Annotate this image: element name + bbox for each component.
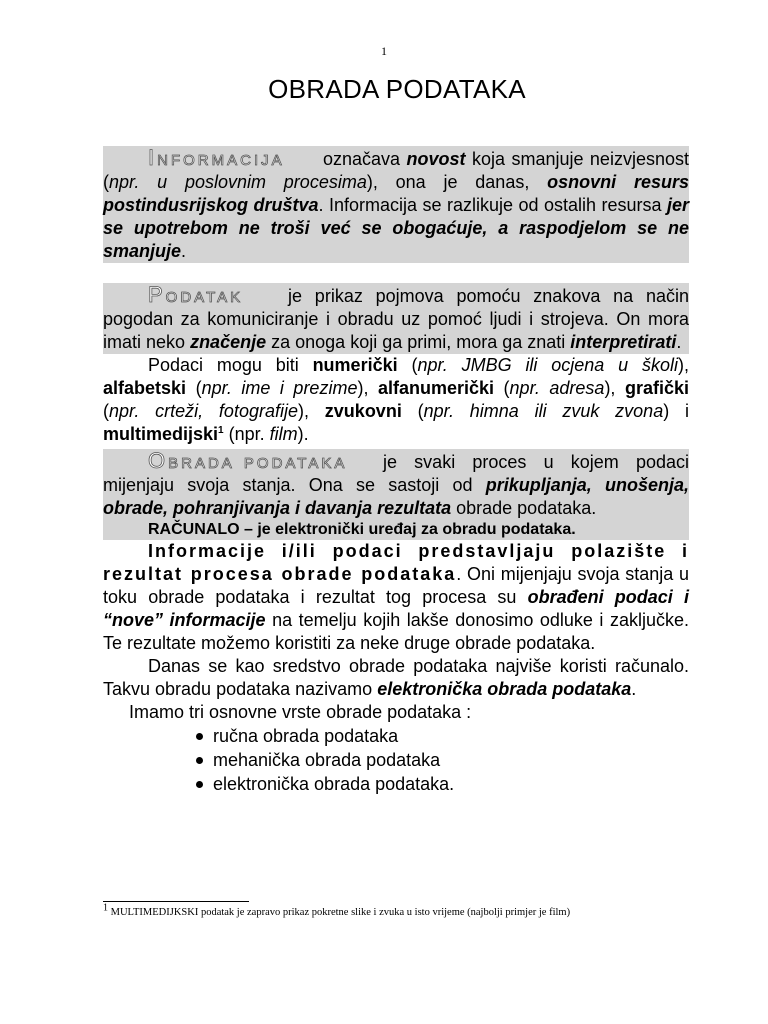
example: npr. u poslovnim procesima <box>109 172 367 192</box>
shaded-block-obrada <box>103 449 689 540</box>
text: ), <box>298 401 309 421</box>
emphasis: interpretirati <box>570 332 677 352</box>
document-body <box>103 146 689 796</box>
footnote-separator <box>103 901 249 902</box>
text: . Informacija se razlikuje od ostalih resursa <box>318 195 662 215</box>
example: npr. himna ili zvuk zvona <box>423 401 664 421</box>
text: ( <box>411 355 418 375</box>
paragraph-informacija <box>103 146 689 263</box>
text: ( <box>417 401 424 421</box>
text: (npr. <box>228 424 265 444</box>
text: je prikaz pojmova pomoću znakova na način pogodan za komuniciranje i obradu uz pomoć ljudi i strojeva. On mora imati neko <box>103 286 689 352</box>
list-item <box>103 748 689 772</box>
example: npr. adresa <box>509 378 605 398</box>
list-item-text: ručna obrada podataka <box>213 726 399 746</box>
text: koja smanjuje neizvjesnost ( <box>103 149 689 192</box>
list-item-text: mehanička obrada podataka <box>213 750 441 770</box>
paragraph-podatak <box>103 283 689 354</box>
text: za onoga koji ga primi, mora ga znati <box>271 332 566 352</box>
example: film <box>269 424 298 444</box>
paragraph-obrada-podataka <box>103 449 689 520</box>
paragraph-racunalo-obrada <box>103 655 689 701</box>
bullet-list <box>103 724 689 796</box>
text: označava <box>323 149 401 169</box>
text: Imamo tri osnovne vrste obrade podataka : <box>129 702 472 722</box>
example: npr. JMBG ili ocjena u školi <box>417 355 678 375</box>
term: alfanumerički <box>377 378 495 398</box>
term-podatak: Podatak <box>148 282 244 307</box>
text: ( <box>195 378 202 398</box>
footnote-ref: 1 <box>218 425 224 436</box>
text: ( <box>503 378 510 398</box>
paragraph-vrste-obrade <box>103 701 689 724</box>
term: grafički <box>624 378 689 398</box>
text: ), <box>604 378 616 398</box>
term: multimedijski <box>103 424 219 444</box>
emphasis: elektronička obrada podataka <box>377 679 632 699</box>
list-item-text: elektronička obrada podataka. <box>213 774 455 794</box>
footnote-number: 1 <box>103 902 108 914</box>
paragraph-vrste-podataka <box>103 354 689 446</box>
text: ). <box>297 424 309 444</box>
text: – je elektronički uređaj za obradu podataka. <box>244 521 576 538</box>
text: obrade podataka. <box>456 498 597 518</box>
emphasis: značenje <box>190 332 267 352</box>
text: je svaki proces u kojem podaci mijenjaju svoja stanja. Ona se sastoji od <box>103 452 689 495</box>
example: npr. ime i prezime <box>201 378 358 398</box>
page-title: OBRADA PODATAKA <box>268 74 526 104</box>
text: Danas se kao sredstvo obrade podataka najviše koristi računalo. Takvu obradu podataka nazivamo <box>103 656 689 699</box>
term-obrada-podataka: Obrada podataka <box>148 448 348 473</box>
emphasis: obrađeni podaci i “nove” informacije <box>103 587 689 630</box>
text: . <box>181 241 187 261</box>
emphasis: novost <box>406 149 466 169</box>
bullet-icon <box>196 757 203 764</box>
list-item <box>103 724 689 748</box>
emphasis-spaced: Informacije i/ili podaci predstavljaju polazište i rezultat procesa obrade podataka <box>103 541 689 584</box>
term-informacija: Informacija <box>148 145 285 170</box>
text: . <box>676 332 682 352</box>
bullet-icon <box>196 781 203 788</box>
emphasis: jer se upotrebom ne troši već se obogaćuje, a raspodjelom se ne smanjuje <box>103 195 689 261</box>
text: ), <box>677 355 689 375</box>
term: zvukovni <box>324 401 402 421</box>
footnote <box>103 902 703 919</box>
text: ) i <box>663 401 689 421</box>
text: ( <box>103 401 109 421</box>
text: ), ona je danas, <box>366 172 530 192</box>
emphasis: prikupljanja, unošenja, obrade, pohranjivanja i davanja rezultata <box>103 475 689 518</box>
emphasis: osnovni resurs postindusrijskog društva <box>103 172 689 215</box>
list-item <box>103 772 689 796</box>
paragraph-informacije-podaci <box>103 540 689 655</box>
text: . <box>631 679 637 699</box>
paragraph-racunalo <box>103 520 689 540</box>
bullet-icon <box>196 733 203 740</box>
footnote-text: MULTIMEDIJKSKI podatak je zapravo prikaz pokretne slike i zvuka u isto vrijeme (najbolji primjer je film) <box>110 907 571 918</box>
text: ), <box>357 378 369 398</box>
page-number: 1 <box>381 44 387 58</box>
term: numerički <box>312 355 398 375</box>
term: alfabetski <box>103 378 187 398</box>
text: . Oni mijenjaju svoja stanja u toku obrade podataka i rezultat tog procesa su <box>103 564 689 607</box>
example: npr. crteži, fotografije <box>109 401 298 421</box>
text: na temelju kojih lakše donosimo odluke i zaključke. Te rezultate možemo koristiti za neke druge obrade podataka. <box>103 610 689 653</box>
term-racunalo: RAČUNALO <box>148 521 240 538</box>
text: Podaci mogu biti <box>148 355 299 375</box>
